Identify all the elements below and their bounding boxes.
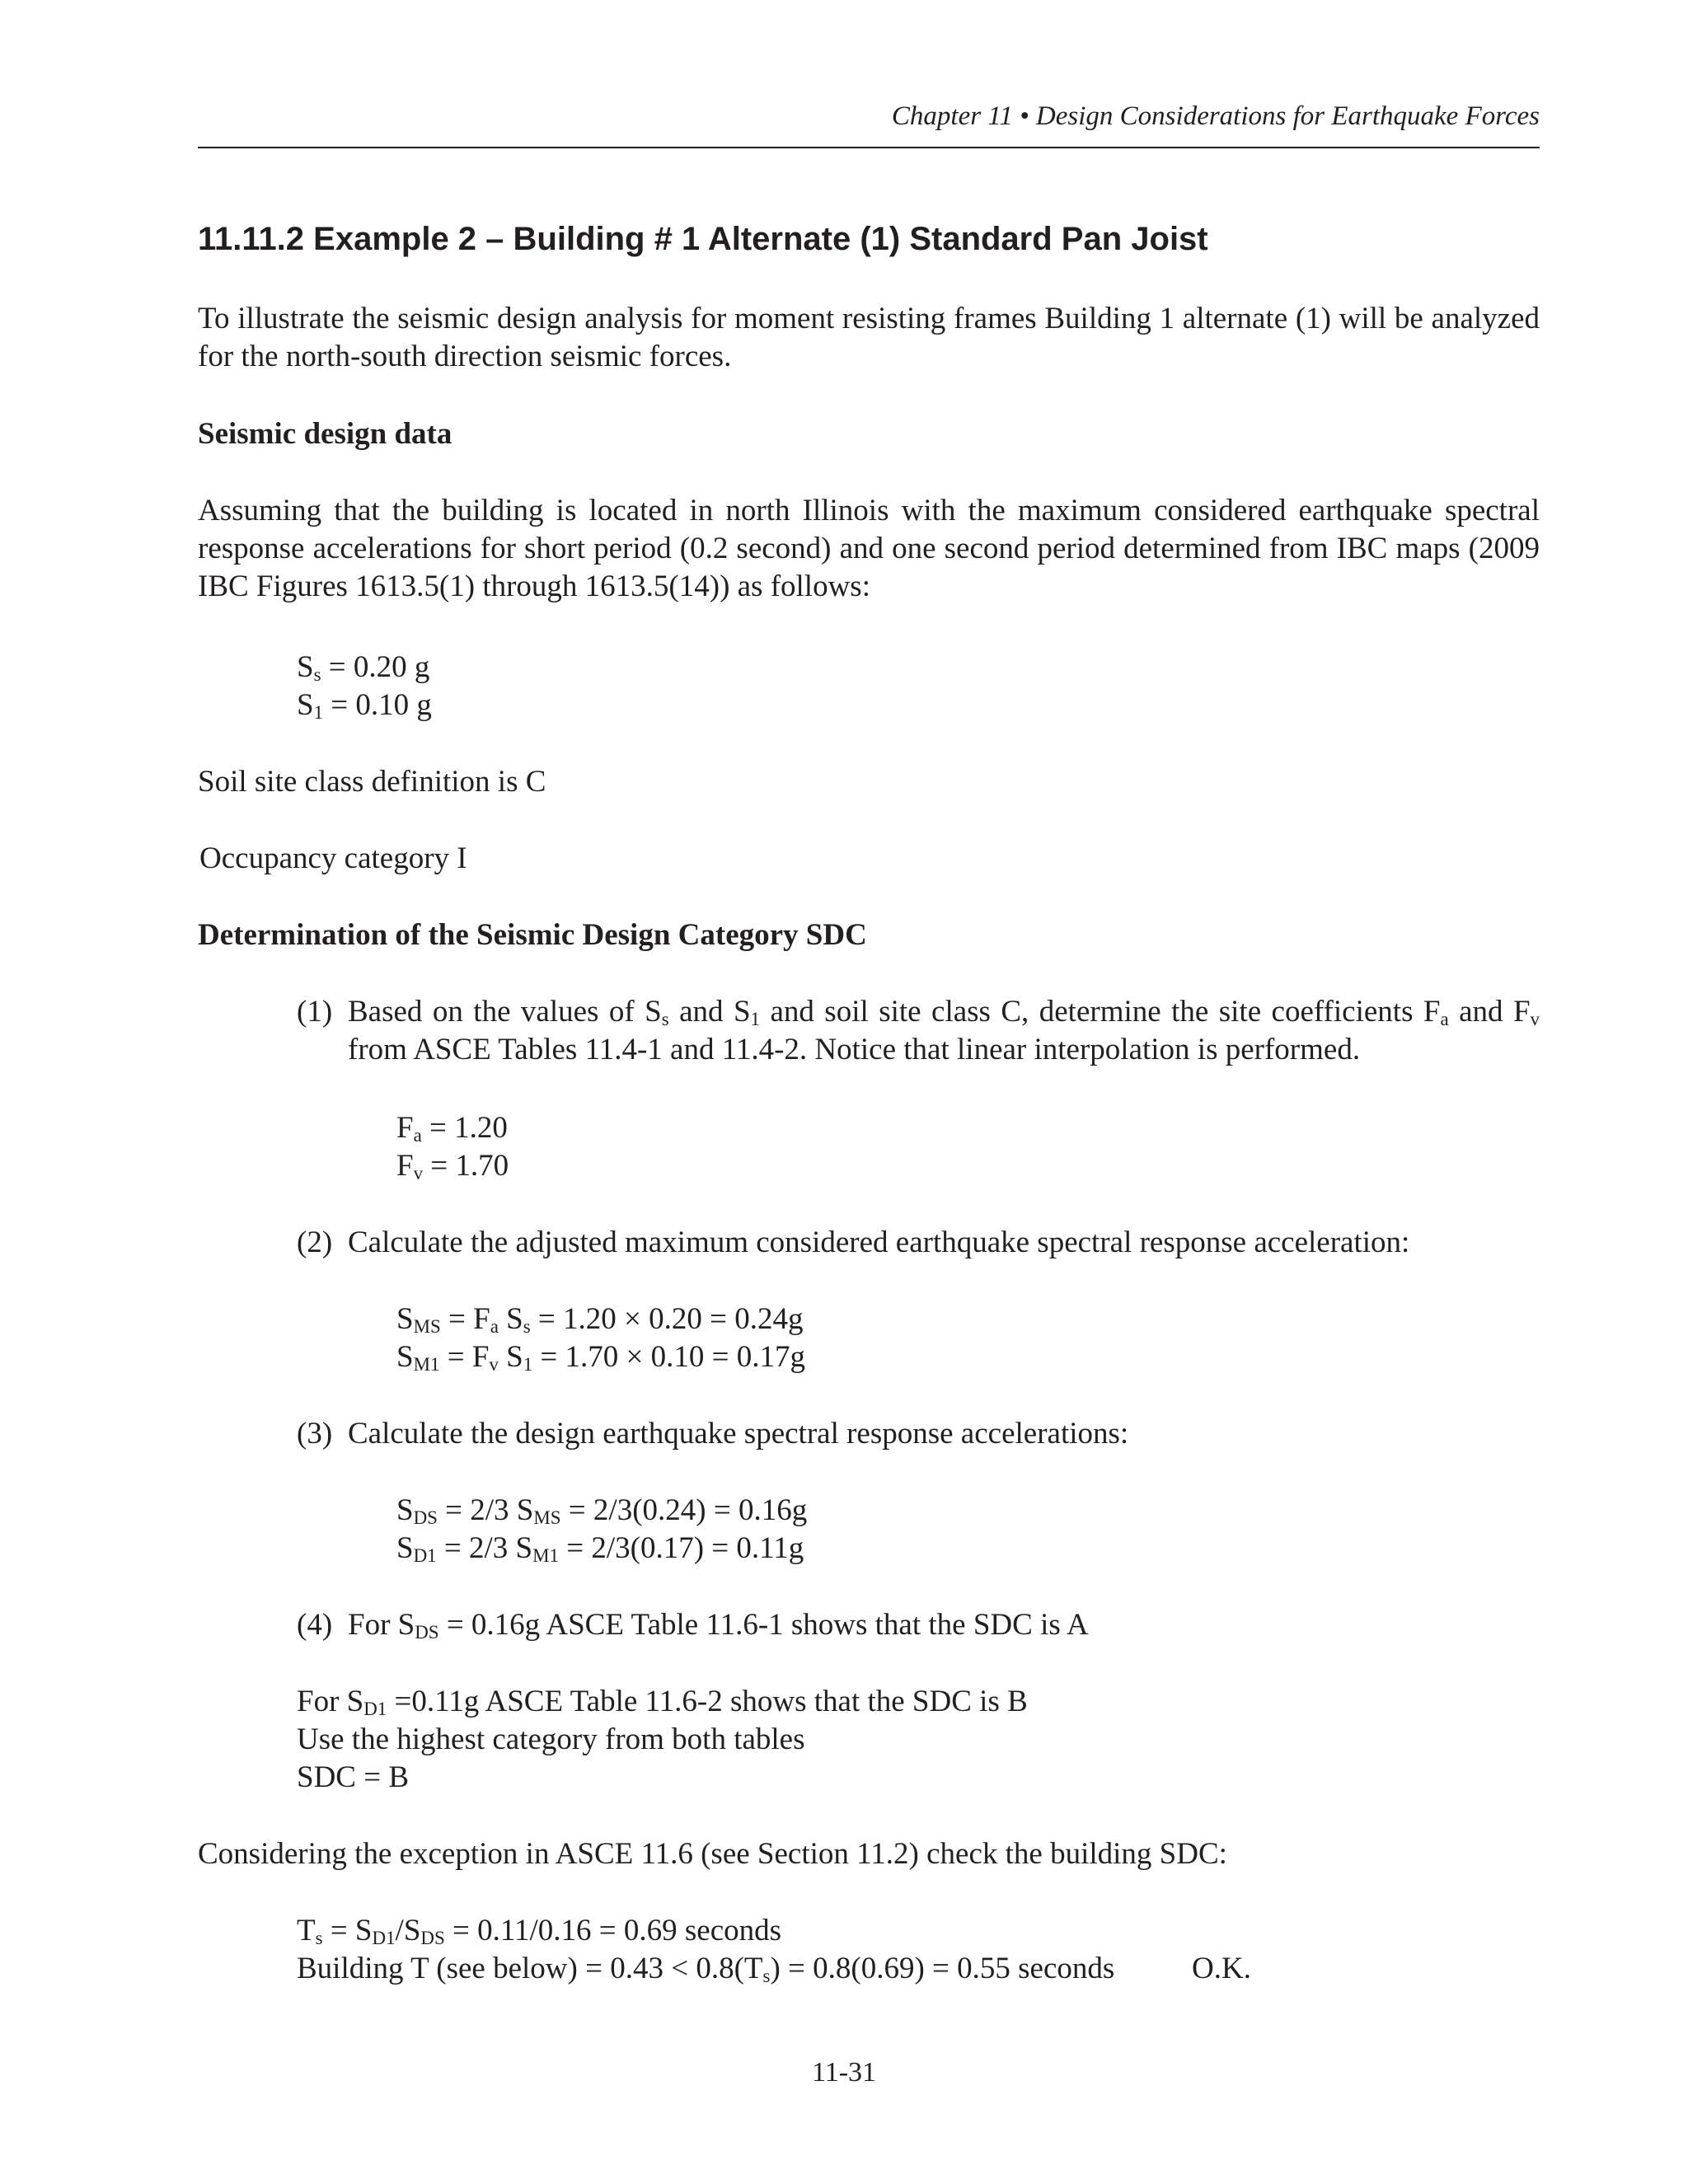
step-1 [297, 993, 1540, 1069]
step-2-text: Calculate the adjusted maximum considered earthquake spectral response acceleration: [348, 1226, 1410, 1259]
section-title: 11.11.2 Example 2 – Building # 1 Alternate (1) Standard Pan Joist [198, 221, 1208, 257]
step-number: (4) [297, 1608, 333, 1642]
seismic-data-heading: Seismic design data [198, 417, 452, 451]
step-number: (1) [297, 995, 333, 1029]
sds-equation: $S_{DS} = 2/3$ $S_{MS} = 2/3(0.24) = 0.16g$ [396, 1493, 808, 1529]
step-4-text: For $S_{DS} = 0.16g$ ASCE Table 11.6-1 shows that the SDC is A [348, 1608, 1089, 1643]
s1-value: $S_1 = 0.10$ g [297, 688, 432, 724]
sdc-result: SDC = B [297, 1760, 410, 1794]
header-rule [198, 147, 1540, 148]
occupancy-category: Occupancy category I [199, 841, 467, 875]
sdc-heading: Determination of the Seismic Design Category SDC [198, 918, 867, 952]
building-period-check: Building T (see below) = $0.43 < 0.8(T_s) = 0.8(0.69) = 0.55$ seconds [297, 1952, 1115, 1987]
step-3 [297, 1415, 1540, 1453]
ss-value: $S_s = 0.20$ g [297, 650, 430, 686]
ts-equation: $T_s = S_{D1}/S_{DS} = 0.11/0.16 = 0.69$ seconds [297, 1914, 782, 1949]
page-number: 11-31 [811, 2057, 877, 2088]
running-head: Chapter 11 • Design Considerations for Earthquake Forces [891, 101, 1540, 131]
exception-text: Considering the exception in ASCE 11.6 (see Section 11.2) check the building SDC: [198, 1837, 1227, 1871]
step-3-text: Calculate the design earthquake spectral response accelerations: [348, 1417, 1129, 1451]
step-4 [297, 1606, 1540, 1644]
sm1-equation: $S_{M1} = F_v$ $S_1 = 1.70 \times 0.10 = 0.17g$ [396, 1340, 806, 1376]
fv-value: $F_v = 1.70$ [396, 1149, 509, 1184]
sd1-category-line: For $S_{D1} =0.11g$ ASCE Table 11.6-2 shows that the SDC is B [297, 1685, 1028, 1720]
sms-equation: $S_{MS} = F_a$ $S_s = 1.20 \times 0.20 = 0.24g$ [396, 1302, 804, 1338]
ok-label: O.K. [1192, 1952, 1251, 1985]
intro-paragraph: To illustrate the seismic design analysis for moment resisting frames Building 1 alternate (1) will be analyzed for the north-south direction seismic forces. [198, 302, 1540, 373]
soil-site-class: Soil site class definition is C [198, 765, 546, 799]
step-1-text: Based on the values of $S_s$ and $S_1$ and soil site class C, determine the site coefficients $F_a$ and $F_v$ from ASCE Tables 11.4-1 and 11.4-2. Notice that linear interpolation is performed. [348, 995, 1540, 1066]
sd1-equation: $S_{D1} = 2/3$ $S_{M1} = 2/3(0.17) = 0.11g$ [396, 1531, 804, 1567]
highest-category-line: Use the highest category from both tables [297, 1722, 805, 1756]
seismic-data-paragraph: Assuming that the building is located in north Illinois with the maximum considered earthquake spectral response accelerations for short period (0.2 second) and one second period determined from IBC maps (2009 IBC Figures 1613.5(1) through 1613.5(14)) as follows: [198, 494, 1540, 603]
step-number: (2) [297, 1226, 333, 1259]
step-2 [297, 1224, 1540, 1262]
fa-value: $F_a = 1.20$ [396, 1111, 508, 1146]
step-number: (3) [297, 1417, 333, 1451]
